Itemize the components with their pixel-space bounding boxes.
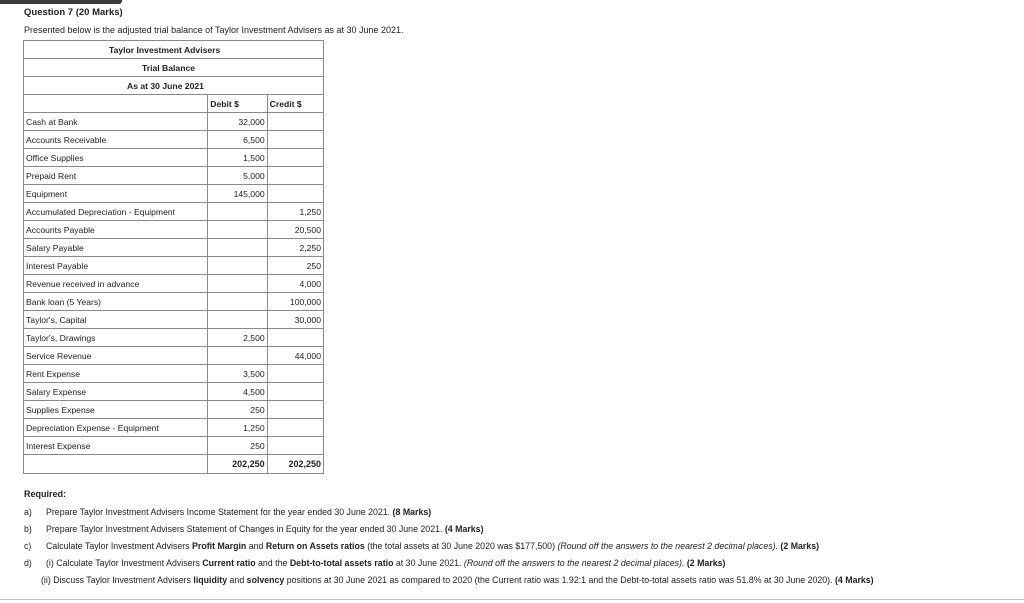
table-row — [24, 149, 324, 167]
table-row — [24, 131, 324, 149]
credit-amount — [267, 149, 323, 167]
debit-amount: 3,500 — [208, 365, 267, 383]
table-row — [24, 383, 324, 401]
statement-date: As at 30 June 2021 — [24, 77, 324, 95]
table-row — [24, 311, 324, 329]
question-intro: Presented below is the adjusted trial balance of Taylor Investment Advisers as at 30 June 2021. — [24, 25, 404, 35]
account-name: Bank loan (5 Years) — [24, 293, 208, 311]
table-row — [24, 203, 324, 221]
bold-text: solvency — [246, 575, 285, 585]
item-text — [46, 524, 484, 534]
credit-amount: 4,000 — [267, 275, 323, 293]
total-debit: 202,250 — [208, 455, 267, 474]
item-marker: b) — [24, 524, 32, 534]
date-row — [24, 77, 324, 95]
text-run: positions at 30 June 2021 as compared to 2020 (the Current ratio was 1.92:1 and the Debt-to-total assets ratio was 51.8% at 30 June 2020). — [284, 575, 835, 585]
text-run: and the — [255, 558, 290, 568]
text-run: (the total assets at 30 June 2020 was $177,500) — [364, 541, 558, 551]
debit-amount — [208, 239, 267, 257]
text-run: at 30 June 2021. — [393, 558, 464, 568]
credit-amount: 250 — [267, 257, 323, 275]
statement-row — [24, 59, 324, 77]
text-run: Prepare Taylor Investment Advisers Income Statement for the year ended 30 June 2021. — [46, 507, 393, 517]
bold-text: (8 Marks) — [392, 507, 432, 517]
item-text — [46, 558, 726, 568]
table-row — [24, 419, 324, 437]
italic-text: (Round off the answers to the nearest 2 decimal places). — [463, 558, 685, 568]
table-row — [24, 167, 324, 185]
bold-text: liquidity — [193, 575, 228, 585]
bold-text: (2 Marks) — [684, 558, 726, 568]
total-credit: 202,250 — [267, 455, 323, 474]
table-row — [24, 437, 324, 455]
credit-amount — [267, 167, 323, 185]
account-name: Taylor's, Drawings — [24, 329, 208, 347]
account-name: Rent Expense — [24, 365, 208, 383]
question-title: Question 7 (20 Marks) — [24, 7, 123, 18]
account-name: Interest Expense — [24, 437, 208, 455]
credit-header: Credit $ — [267, 95, 323, 113]
credit-amount: 44,000 — [267, 347, 323, 365]
italic-text: (Round off the answers to the nearest 2 decimal places). — [557, 541, 778, 551]
total-row — [24, 455, 324, 474]
debit-amount: 250 — [208, 401, 267, 419]
bold-text: Profit Margin — [192, 541, 247, 551]
required-heading: Required: — [24, 489, 67, 499]
debit-amount: 6,500 — [208, 131, 267, 149]
text-run: and — [227, 575, 247, 585]
credit-amount — [267, 419, 323, 437]
credit-amount — [267, 329, 323, 347]
debit-amount — [208, 293, 267, 311]
table-row — [24, 221, 324, 239]
account-name: Office Supplies — [24, 149, 208, 167]
text-run: and — [246, 541, 266, 551]
bold-text: Return on Assets ratios — [265, 541, 365, 551]
account-name: Depreciation Expense - Equipment — [24, 419, 208, 437]
account-name: Revenue received in advance — [24, 275, 208, 293]
item-text — [46, 507, 431, 517]
debit-amount — [208, 347, 267, 365]
credit-amount — [267, 113, 323, 131]
text-run: (i) Calculate Taylor Investment Advisers — [46, 558, 203, 568]
account-name: Accounts Payable — [24, 221, 208, 239]
debit-amount — [208, 311, 267, 329]
account-name: Service Revenue — [24, 347, 208, 365]
company-row — [24, 41, 324, 59]
company-name: Taylor Investment Advisers — [24, 41, 324, 59]
table-row — [24, 239, 324, 257]
item-marker: a) — [24, 507, 32, 517]
table-row — [24, 347, 324, 365]
credit-amount — [267, 437, 323, 455]
debit-amount: 4,500 — [208, 383, 267, 401]
account-name: Salary Payable — [24, 239, 208, 257]
bold-text: Current ratio — [202, 558, 256, 568]
debit-header: Debit $ — [208, 95, 267, 113]
trial-balance-body — [24, 41, 324, 474]
debit-amount — [208, 221, 267, 239]
bold-text: (4 Marks) — [834, 575, 874, 585]
table-row — [24, 365, 324, 383]
credit-amount — [267, 131, 323, 149]
account-name: Cash at Bank — [24, 113, 208, 131]
credit-amount: 2,250 — [267, 239, 323, 257]
credit-amount: 100,000 — [267, 293, 323, 311]
table-row — [24, 257, 324, 275]
text-run: Calculate Taylor Investment Advisers — [46, 541, 193, 551]
bold-text: (2 Marks) — [777, 541, 820, 551]
table-row — [24, 185, 324, 203]
column-header-row — [24, 95, 324, 113]
debit-amount — [208, 257, 267, 275]
account-name: Prepaid Rent — [24, 167, 208, 185]
credit-amount — [267, 365, 323, 383]
account-name: Accumulated Depreciation - Equipment — [24, 203, 208, 221]
credit-amount: 20,500 — [267, 221, 323, 239]
debit-amount: 1,500 — [208, 149, 267, 167]
debit-amount: 145,000 — [208, 185, 267, 203]
table-row — [24, 275, 324, 293]
account-name: Accounts Receivable — [24, 131, 208, 149]
item-text — [41, 575, 874, 585]
account-name: Equipment — [24, 185, 208, 203]
account-name: Interest Payable — [24, 257, 208, 275]
credit-amount: 30,000 — [267, 311, 323, 329]
debit-amount — [208, 203, 267, 221]
credit-amount — [267, 383, 323, 401]
item-marker: c) — [24, 541, 32, 551]
debit-amount: 2,500 — [208, 329, 267, 347]
item-text — [46, 541, 819, 551]
account-name: Taylor's, Capital — [24, 311, 208, 329]
debit-amount: 32,000 — [208, 113, 267, 131]
table-row — [24, 329, 324, 347]
text-run: (ii) Discuss Taylor Investment Advisers — [41, 575, 194, 585]
credit-amount — [267, 185, 323, 203]
account-header-cell — [24, 95, 208, 113]
bold-text: Debt-to-total assets ratio — [289, 558, 394, 568]
bottom-divider — [0, 599, 1024, 600]
table-row — [24, 113, 324, 131]
top-edge-bar — [0, 0, 122, 4]
credit-amount — [267, 401, 323, 419]
table-row — [24, 293, 324, 311]
trial-balance-table — [23, 40, 324, 474]
bold-text: (4 Marks) — [444, 524, 484, 534]
credit-amount: 1,250 — [267, 203, 323, 221]
statement-name: Trial Balance — [24, 59, 324, 77]
text-run: Prepare Taylor Investment Advisers Statement of Changes in Equity for the year ended 30 June 2021. — [46, 524, 445, 534]
debit-amount — [208, 275, 267, 293]
debit-amount: 250 — [208, 437, 267, 455]
table-row — [24, 401, 324, 419]
total-label-cell — [24, 455, 208, 474]
account-name: Supplies Expense — [24, 401, 208, 419]
account-name: Salary Expense — [24, 383, 208, 401]
item-marker: d) — [24, 558, 32, 568]
debit-amount: 5,000 — [208, 167, 267, 185]
debit-amount: 1,250 — [208, 419, 267, 437]
